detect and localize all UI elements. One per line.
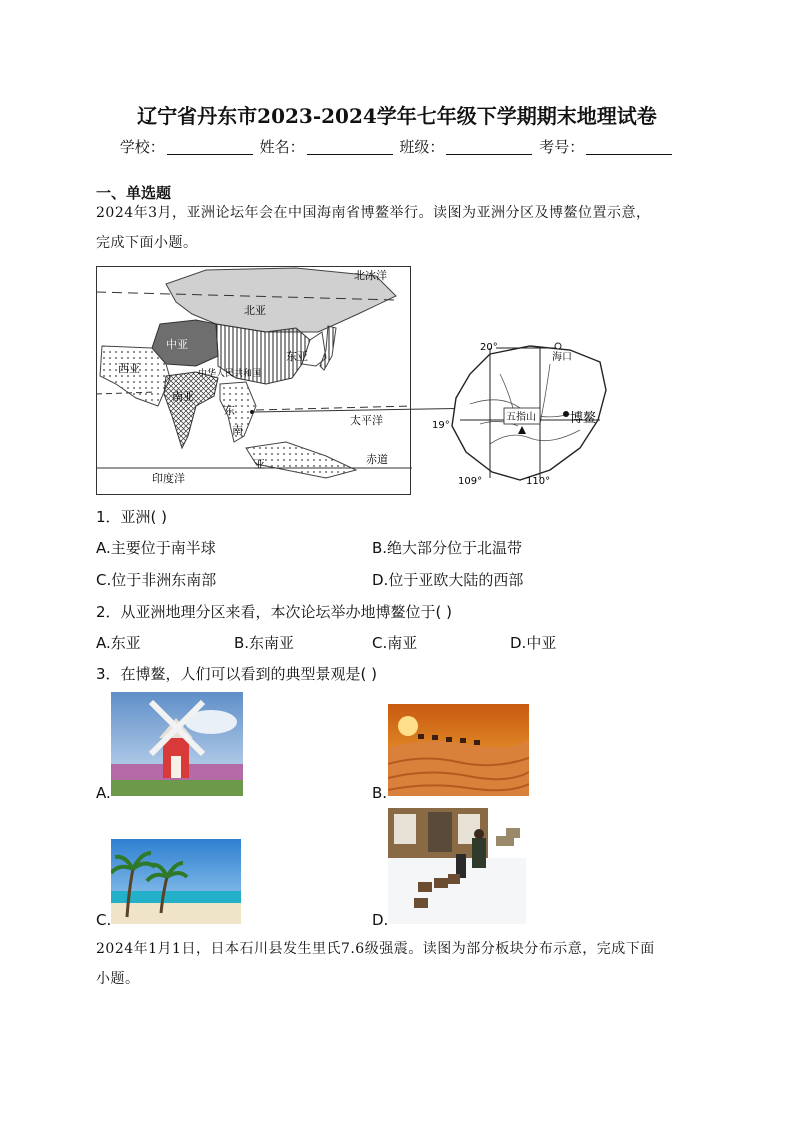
q1-option-a[interactable]: A.主要位于南半球: [96, 539, 216, 557]
label-haikou: 海口: [552, 352, 572, 363]
label-lat-20: 20°: [480, 342, 498, 353]
q2-option-d[interactable]: D.中亚: [510, 634, 557, 652]
intro-2-line-2: 小题。: [96, 971, 140, 987]
label-southeast-2: 南: [232, 424, 243, 437]
windmill-tulip-photo[interactable]: [111, 692, 243, 796]
label-central-asia: 中亚: [166, 338, 188, 351]
number-label: 考号：: [539, 138, 585, 156]
name-label: 姓名：: [259, 138, 305, 156]
label-lon-110: 110°: [526, 476, 551, 487]
label-south-asia: 南亚: [172, 390, 194, 403]
q2-option-a[interactable]: A.东亚: [96, 634, 141, 652]
label-southeast-3: 亚: [254, 458, 265, 471]
question-2-stem: 2．从亚洲地理分区来看，本次论坛举办地博鳌位于( ): [96, 603, 453, 621]
q1-option-d[interactable]: D.位于亚欧大陆的西部: [372, 571, 524, 589]
question-1-stem: 1．亚洲( ): [96, 508, 168, 526]
tropical-beach-photo[interactable]: [111, 839, 241, 924]
section-heading: 一、单选题: [96, 184, 172, 202]
intro-paragraph-1: [96, 198, 706, 258]
school-label: 学校：: [119, 138, 165, 156]
q1-option-c[interactable]: C.位于非洲东南部: [96, 571, 217, 589]
question-3-stem: 3．在博鳌，人们可以看到的典型景观是( ): [96, 665, 378, 683]
label-west-asia: 西亚: [118, 362, 140, 375]
q3-option-d-label[interactable]: D.: [372, 911, 389, 929]
class-label: 班级：: [399, 138, 445, 156]
label-wuzhi: 五指山: [506, 412, 536, 423]
label-prc: 中华人民共和国: [198, 369, 262, 379]
number-blank[interactable]: [586, 140, 672, 155]
q2-option-b[interactable]: B.东南亚: [234, 634, 295, 652]
intro-paragraph-2: [96, 934, 706, 994]
exam-title: 辽宁省丹东市2023-2024学年七年级下学期期末地理试卷: [137, 104, 657, 128]
q1-option-b[interactable]: B.绝大部分位于北温带: [372, 539, 523, 557]
name-blank[interactable]: [307, 140, 393, 155]
label-north-asia: 北亚: [244, 304, 266, 317]
boao-point: [563, 411, 569, 417]
q3-option-b-label[interactable]: B.: [372, 784, 388, 802]
label-indian-ocean: 印度洋: [152, 472, 185, 485]
asia-regions-map: [96, 266, 412, 496]
label-pacific: 太平洋: [350, 414, 383, 427]
desert-camel-photo[interactable]: [388, 704, 529, 796]
q2-option-c[interactable]: C.南亚: [372, 634, 418, 652]
label-arctic: 北冰洋: [354, 269, 387, 282]
student-info-line: [0, 136, 794, 157]
school-blank[interactable]: [167, 140, 253, 155]
label-lat-19: 19°: [432, 420, 450, 431]
label-equator: 赤道: [366, 453, 388, 466]
intro-1-line-1: 2024年3月，亚洲论坛年会在中国海南省博鳌举行。读图为亚洲分区及博鳌位置示意，: [96, 205, 651, 221]
label-southeast-1: 东: [224, 404, 235, 417]
label-boao: 博鳌: [570, 411, 597, 426]
label-east-asia: 东亚: [286, 350, 308, 363]
q3-option-c-label[interactable]: C.: [96, 911, 112, 929]
label-lon-109: 109°: [458, 476, 483, 487]
hainan-map: [430, 334, 630, 490]
class-blank[interactable]: [446, 140, 532, 155]
intro-1-line-2: 完成下面小题。: [96, 235, 198, 251]
sled-dog-snow-photo[interactable]: [388, 808, 526, 924]
intro-2-line-1: 2024年1月1日，日本石川县发生里氏7.6级强震。读图为部分板块分布示意，完成下面: [96, 941, 655, 957]
q3-option-a-label[interactable]: A.: [96, 784, 111, 802]
haikou-marker: [555, 343, 561, 349]
